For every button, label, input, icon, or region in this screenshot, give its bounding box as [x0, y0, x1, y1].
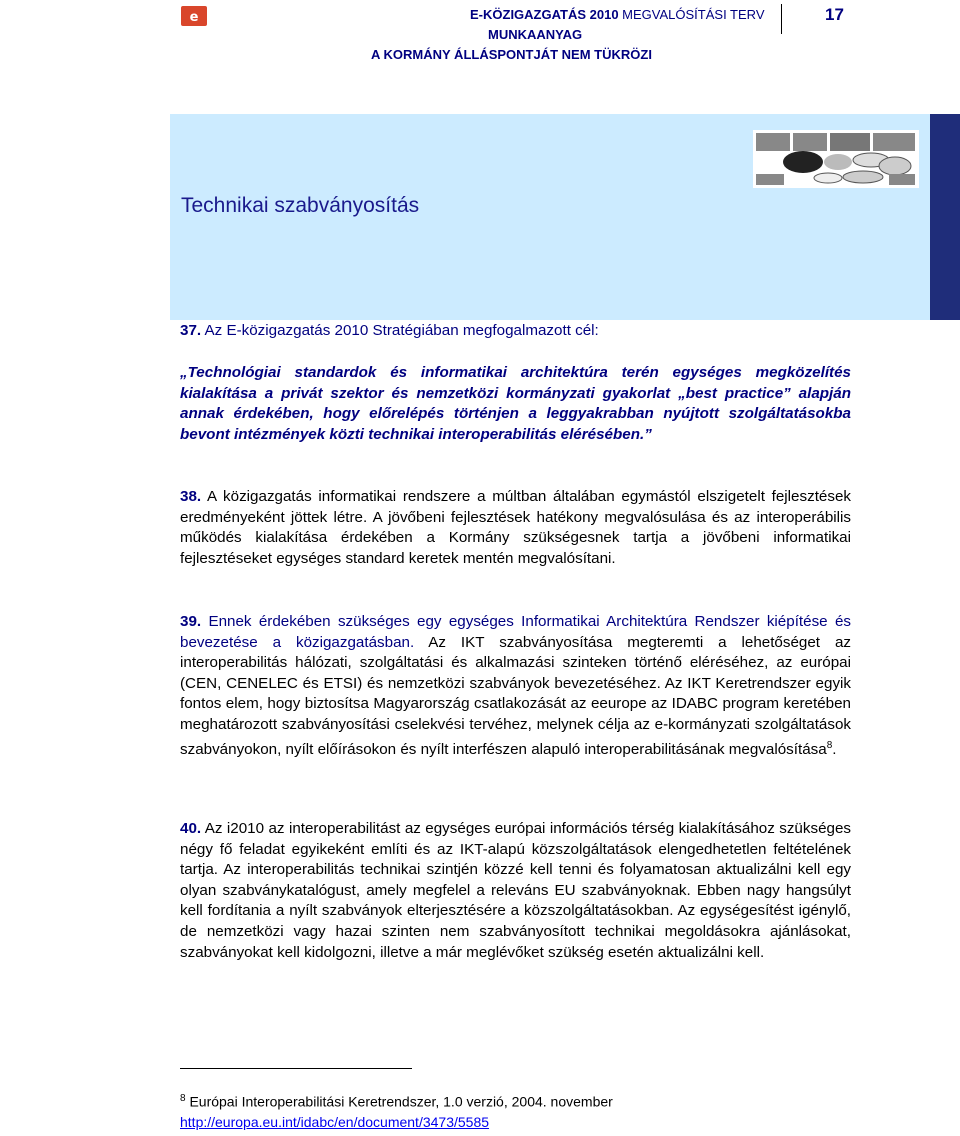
paragraph-37-quote: „Technológiai standardok és informatikai architektúra terén egységes megközelítés kialakítása a privát szektor és nemzetközi kormányzati gyakorlat „best practice” alapján annak érdekében, hogy előrelépés történjen a leggyakrabban nyújtott szolgáltatásokba bevont intézmények közti technikai interoperabilitás elérésében.”: [180, 364, 851, 443]
footnote-rule: [180, 1068, 412, 1069]
decorative-shapes-icon: [753, 130, 919, 188]
paragraph-38: 38. A közigazgatás informatikai rendszere a múltban általában egymástól elszigetelt fejlesztések eredményeként jöttek létre. A jövőbeni fejlesztések hatékony megvalósulása és az interoperábilis működés kialakítása érdekében a Kormány szükségesnek tartja a jövőbeni informatikai fejlesztéseket egységes standard keretek mentén megvalósítani.: [180, 488, 851, 567]
header-divider: [781, 4, 782, 34]
header-title: E-KÖZIGAZGATÁS 2010 MEGVALÓSÍTÁSI TERV: [470, 7, 765, 22]
footnote-ref[interactable]: 8: [826, 739, 833, 751]
ek-logo-icon: [181, 6, 207, 26]
header-disclaimer: A KORMÁNY ÁLLÁSPONTJÁT NEM TÜKRÖZI: [371, 47, 652, 62]
paragraph-40: 40. Az i2010 az interoperabilitást az egységes európai információs térség kialakításához szükséges négy fő feladat egyikeként említi és az IKT-alapú közszolgáltatások elengedhetetlen feltételének tartja. Az interoperabilitás technikai szintjén közzé kell tenni és folyamatosan aktualizálni kell egy olyan szabványkatalógust, amely megfelel a releváns EU szabványoknak. Ebben nagy hangsúlyt kell fordítania a nyílt szabványok elterjesztésére a közszolgáltatásokban. Az egységesítést igénylő, de nemzetközi vagy hazai szinten nem szabványosított technikai megoldásokra ajánlásokat, szabványokat kell kidolgozni, illetve a már meglévőket szükség esetén aktualizálni kell.: [180, 820, 851, 961]
section-title: Technikai szabványosítás: [181, 194, 420, 217]
footnote-link-row: [180, 1114, 489, 1130]
paragraph-39: 39. Ennek érdekében szükséges egy egységes Informatikai Architektúra Rendszer kiépítése és bevezetése a közigazgatásban. Az IKT szabványosítása megteremti a lehetőséget az interoperabilitás hálózati, szolgáltatási és alkalmazási szinteken történő eléréséhez, az európai (CEN, CENELEC és ETSI) és nemzetközi szabványok bevezetéséhez. Az IKT Keretrendszer egyik fontos elem, hogy biztosítsa Magyarország csatlakozását az eeurope az IDABC program keretében meghatározott szabványosítási cselekvési tervéhez, melynek célja az e-kormányzati szolgáltatások szabványokon, nyílt előírásokon és nyílt interfészen alapuló interoperabilitásának megvalósítása$^8$.: [180, 613, 851, 758]
page-number: 17: [825, 5, 844, 24]
header-draft-label: MUNKAANYAG: [488, 27, 583, 42]
paragraph-37-lead: 37. Az E-közigazgatás 2010 Stratégiában megfogalmazott cél:: [180, 322, 599, 339]
footnote-text: $^8$ Európai Interoperabilitási Keretrendszer, 1.0 verzió, 2004. november: [180, 1093, 613, 1110]
svg-text:e: e: [189, 10, 199, 25]
section-band-edge: [930, 114, 960, 320]
footnote-link[interactable]: http://europa.eu.int/idabc/en/document/3473/5585: [180, 1114, 490, 1130]
